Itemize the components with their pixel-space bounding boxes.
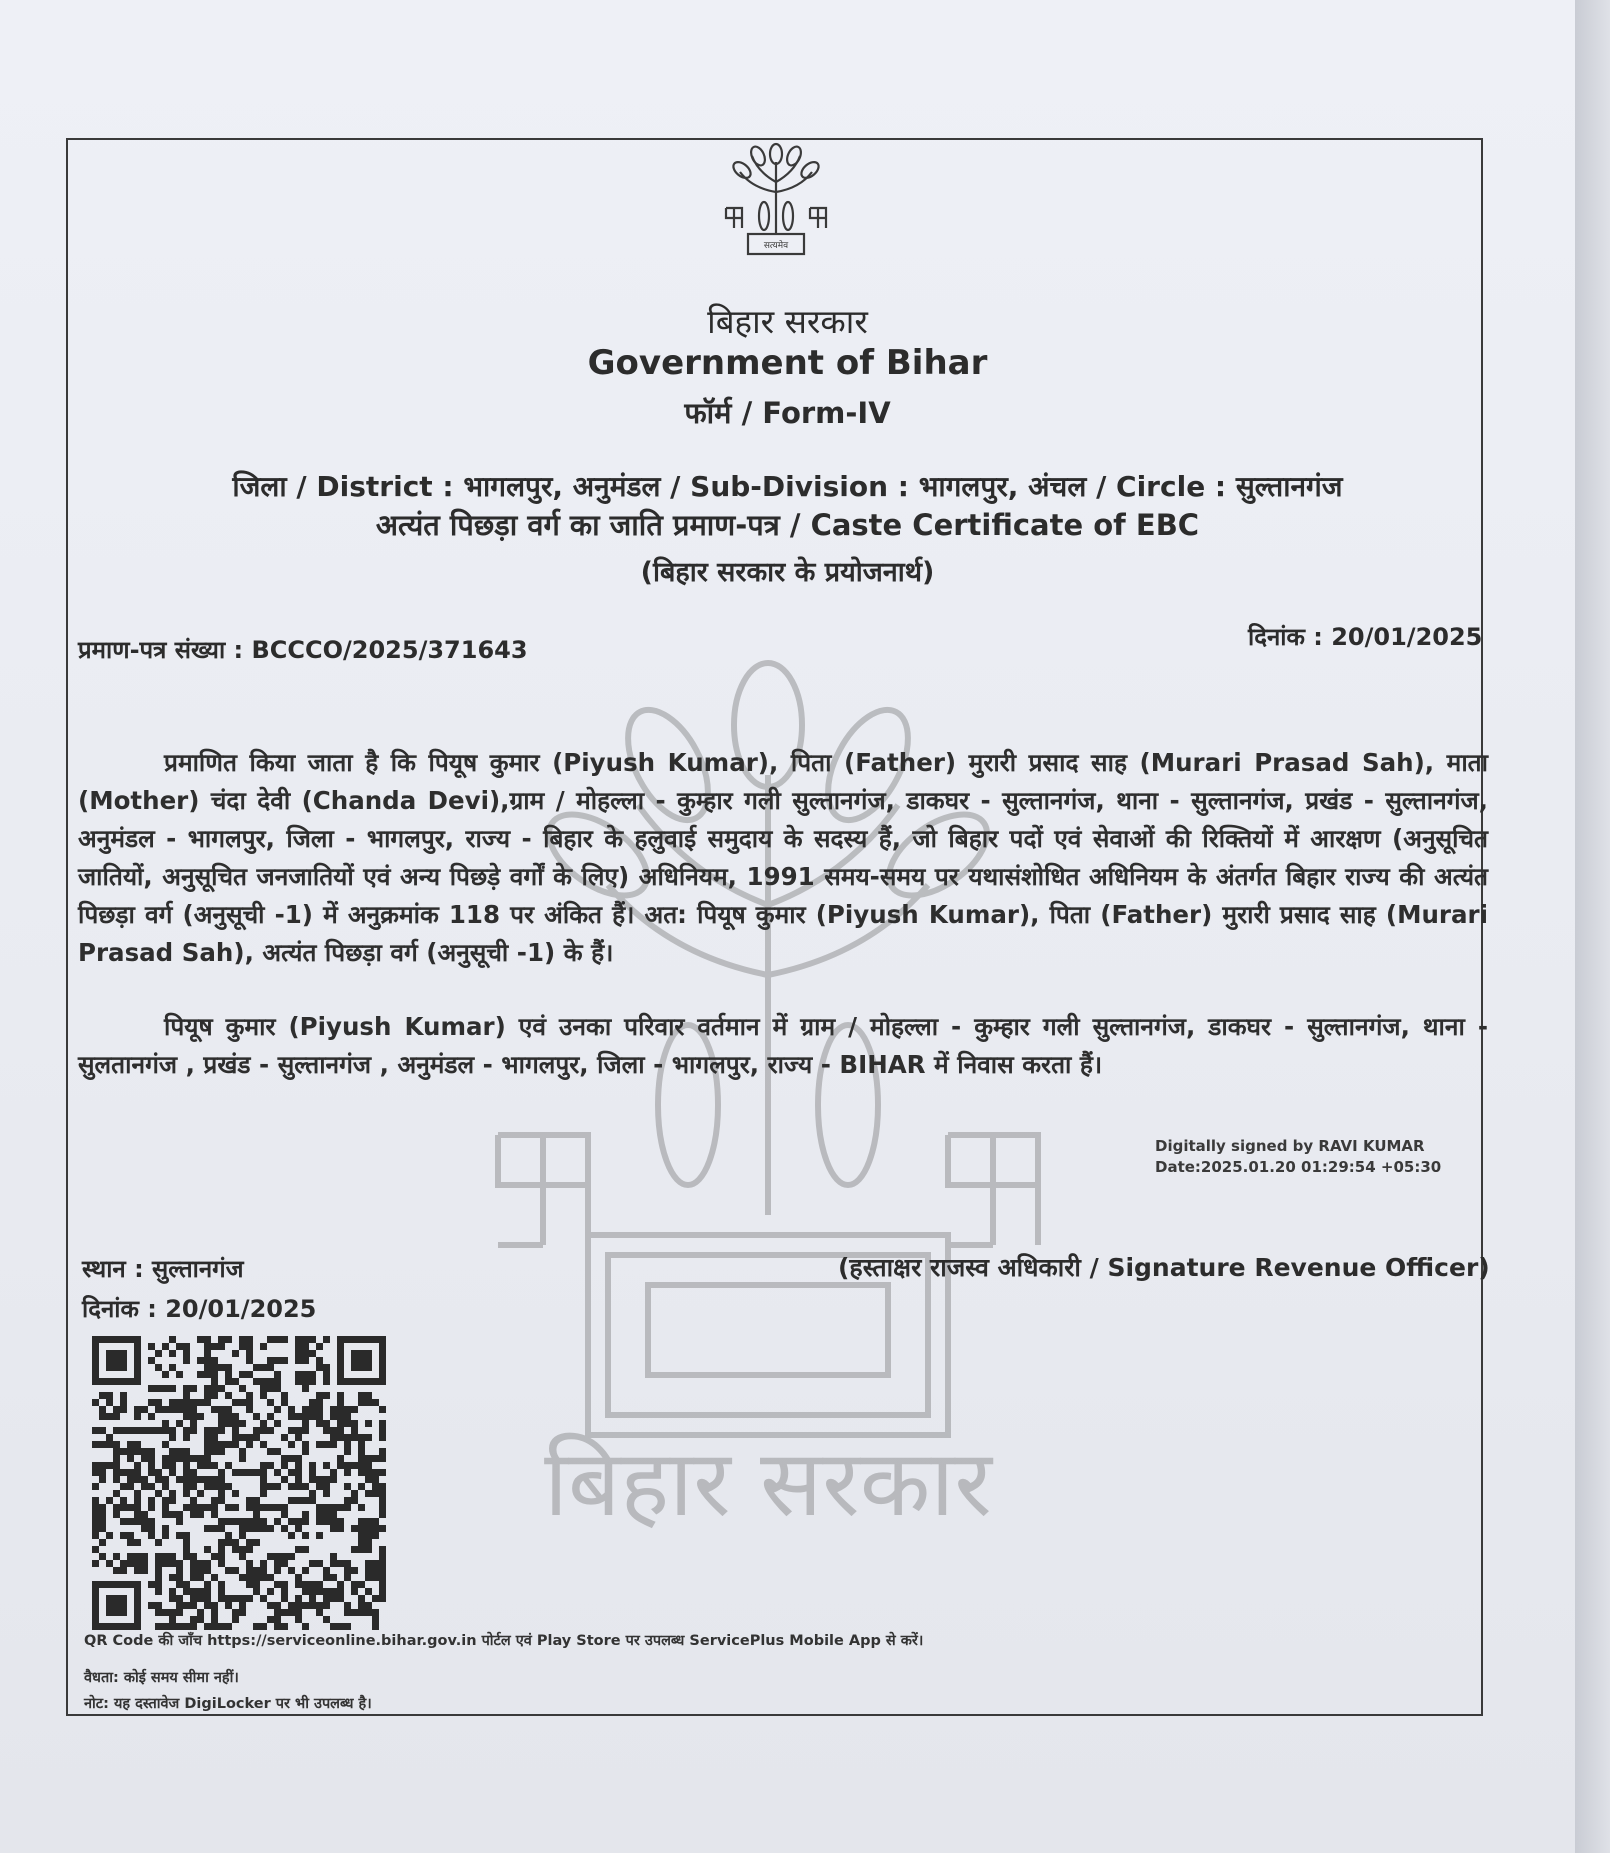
paragraph-2-text: पियूष कुमार (Piyush Kumar) एवं उनका परिवार वर्तमान में ग्राम / मोहल्ला - कुम्हार गली सुल्तानगंज, डाकघर - सुल्तानगंज, थाना - सुलतानगंज , प्रखंड - सुल्तानगंज , अनुमंडल - भागलपुर, जिला - भागलपुर, राज्य - BIHAR में निवास करता हैं। (78, 1012, 1488, 1079)
location-line: जिला / District : भागलपुर, अनुमंडल / Sub-Division : भागलपुर, अंचल / Circle : सुल्तानगंज (232, 470, 1343, 503)
paragraph-1-text: प्रमाणित किया जाता है कि पियूष कुमार (Piyush Kumar), पिता (Father) मुरारी प्रसाद साह (Murari Prasad Sah), माता (Mother) चंदा देवी (Chanda Devi),ग्राम / मोहल्ला - कुम्हार गली सुल्तानगंज, डाकघर - सुल्तानगंज, थाना - सुल्तानगंज, प्रखंड - सुल्तानगंज, अनुमंडल - भागलपुर, जिला - भागलपुर, राज्य - बिहार के हलुवाई समुदाय के सदस्य हैं, जो बिहार पदों एवं सेवाओं की रिक्तियों में आरक्षण (अनुसूचित जातियों, अनुसूचित जनजातियों एवं अन्य पिछड़े वर्गों के लिए) अधिनियम, 1991 समय-समय पर यथासंशोधित अधिनियम के अंतर्गत बिहार राज्य की अत्यंत पिछड़ा वर्ग (अनुसूची -1) में अनुक्रमांक 118 पर अंकित हैं। अत: पियूष कुमार (Piyush Kumar), पिता (Father) मुरारी प्रसाद साह (Murari Prasad Sah), अत्यंत पिछड़ा वर्ग (अनुसूची -1) के हैं। (78, 748, 1488, 967)
place-line: स्थान : सुल्तानगंज (82, 1255, 244, 1283)
issue-date-top: दिनांक : 20/01/2025 (1248, 623, 1483, 651)
digital-signature-date: Date:2025.01.20 01:29:54 +05:30 (1155, 1158, 1442, 1176)
verification-qr-code[interactable] (92, 1336, 386, 1630)
emblem-seal-text: सत्यमेव (763, 241, 789, 251)
certificate-title: अत्यंत पिछड़ा वर्ग का जाति प्रमाण-पत्र / Caste Certificate of EBC (375, 508, 1200, 542)
certificate-paragraph-2 (78, 1008, 1488, 1084)
purpose-line: (बिहार सरकार के प्रयोजनार्थ) (640, 557, 935, 588)
qr-finder-pattern (96, 1340, 138, 1382)
watermark-text: बिहार सरकार (544, 1430, 992, 1535)
signature-caption: (हस्ताक्षर राजस्व अधिकारी / Signature Revenue Officer) (838, 1253, 1490, 1282)
form-label: फॉर्म / Form-IV (684, 396, 891, 430)
certificate-number: प्रमाण-पत्र संख्या : BCCCO/2025/371643 (78, 636, 528, 664)
issue-date-bottom: दिनांक : 20/01/2025 (82, 1295, 317, 1323)
title-hindi: बिहार सरकार (707, 302, 868, 341)
qr-finder-pattern (341, 1340, 383, 1382)
qr-verification-note: QR Code की जाँच https://serviceonline.bihar.gov.in पोर्टल एवं Play Store पर उपलब्ध ServicePlus Mobile App से करें। (84, 1633, 924, 1649)
digital-signature-name: Digitally signed by RAVI KUMAR (1155, 1137, 1425, 1155)
paper-edge (1575, 0, 1610, 1853)
validity-note: वैधता: कोई समय सीमा नहीं। (84, 1670, 239, 1686)
digital-signature (1155, 1136, 1441, 1178)
qr-finder-pattern (96, 1585, 138, 1627)
title-english: Government of Bihar (587, 343, 988, 383)
bihar-emblem-logo (718, 142, 834, 260)
digilocker-note: नोट: यह दस्तावेज DigiLocker पर भी उपलब्ध है। (84, 1696, 372, 1712)
certificate-paragraph-1 (78, 744, 1488, 972)
